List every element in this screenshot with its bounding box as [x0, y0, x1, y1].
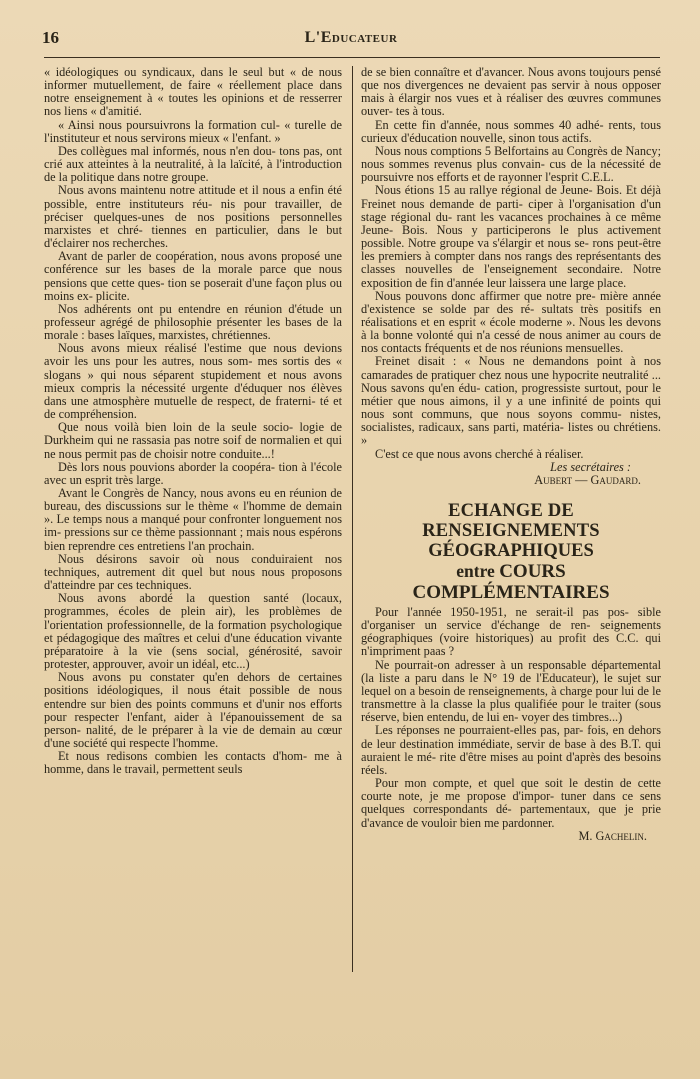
article-paragraph: Pour l'année 1950-1951, ne serait-il pas pos- sible d'organiser un service d'échange de ren- seignements géographiques (voire historiques) au profit des C.C. qui n'impriment paas ? — [361, 605, 661, 659]
article-title-line-3 — [361, 561, 661, 603]
paragraph: Et nous redisons combien les contacts d'hom- me à homme, dans le travail, permettent seuls — [44, 749, 342, 777]
paragraph: de se bien connaître et d'avancer. Nous avons toujours pensé que nos divergences ne devaient pas servir à nous opposer mais à élargir nos vues et à réaliser des œuvres communes ouver- tes à tous. — [361, 65, 661, 119]
header-rule — [44, 57, 660, 58]
right-column — [361, 66, 661, 843]
paragraph: « idéologiques ou syndicaux, dans le seul but « de nous informer mutuellement, de faire « réellement place dans notre enseignement à « toutes les opinions et de resserrer nos liens « d'amitié. — [44, 65, 342, 119]
running-title: L'Educateur — [304, 29, 398, 46]
paragraph: En cette fin d'année, nous sommes 40 adhé- rents, tous curieux d'éducation nouvelle, sinon tous actifs. — [361, 117, 661, 145]
article-title-line-2: GÉOGRAPHIQUES — [428, 541, 594, 561]
article-title-line-1: ECHANGE DE RENSEIGNEMENTS — [422, 501, 600, 541]
article-title — [361, 501, 661, 603]
paragraph: Avant le Congrès de Nancy, nous avons eu en réunion de bureau, des discussions sur le thème « l'homme de demain ». Le temps nous a manqué pour confronter longuement nos im- pressions sur ce thème passionnant ; mais nous espérons bien reprendre ces entretiens l'an prochain. — [44, 486, 342, 553]
paragraph: Nous pouvons donc affirmer que notre pre- mière année d'existence se solde par des ré- sultats très positifs en réalisations et en esprit « école moderne ». Nous les devons à la bonne volonté qui n'a cessé de nous animer au cours de nos contacts fréquents et de nos réunions mensuelles. — [361, 288, 661, 356]
left-column — [44, 66, 342, 776]
page-header — [42, 28, 660, 54]
paragraph: Nous avons maintenu notre attitude et il nous a enfin été possible, entre instituteurs réu- nis pour travailler, de préciser quelques-unes de nos positions personnelles marxistes et chré- tiennes en particulier, dans le but d'éclairer nos recherches. — [44, 183, 342, 251]
author-name: M. Gachelin. — [578, 828, 647, 843]
signature-names: Aubert — Gaudard. — [534, 472, 641, 487]
article-author — [361, 830, 661, 843]
signature-label: Les secrétaires : — [550, 459, 631, 474]
article-paragraph: Pour mon compte, et quel que soit le destin de cette courte note, je me propose d'impor- tuner dans ce sens quelques correspondants dé- partementaux, que je prie d'avance de vouloir bien me pardonner. — [361, 776, 661, 830]
paragraph: Nous étions 15 au rallye régional de Jeune- Bois. Et déjà Freinet nous demande de parti- ciper à l'organisation d'un stage régional du- rant les vacances prochaines à ce même Jeune- Bois. Nous y participerons le plus activement possible. Notre groupe va s'élargir et nous se- rons peut-être les premiers à compter dans nos rangs des représentants des classes nouvelles de l'enseignement secondaire. Notre exposition de fin d'année leur laissera une large place. — [361, 183, 661, 290]
paragraph: Avant de parler de coopération, nous avons proposé une conférence sur les bases de la morale parce que nous pensions que cette ques- tion se poserait d'une façon plus ou moins ex- plicite. — [44, 249, 342, 303]
paragraph: Nos adhérents ont pu entendre en réunion d'étude un professeur agrégé de philosophie présenter les bases de la morale : bases laïques, marxistes, chrétiennes. — [44, 301, 342, 343]
article-paragraph: Ne pourrait-on adresser à un responsable départemental (la liste a paru dans le N° 19 de l'Educateur), le sujet sur lequel on a besoin de renseignements, à charge pour lui de le transmettre à la classe la plus qualifiée pour le traiter (sous réserve, bien entendu, de lui en- voyer des timbres...) — [361, 657, 661, 725]
paragraph: Freinet disait : « Nous ne demandons point à nos camarades de pratiquer chez nous une hypocrite neutralité ... Nous savons qu'en édu- cation, progressiste surtout, pour le métier que nous aimons, il y a une infinité de points qui nous sont communs, que nous soyons commu- nistes, socialistes, radicaux, sans parti, matéria- listes ou chrétiens. » — [361, 354, 661, 448]
paragraph: Nous nous comptions 5 Belfortains au Congrès de Nancy; nous sommes revenus plus convain- cus de la nécessité de poursuivre nos efforts et de rayonner l'esprit C.E.L. — [361, 143, 661, 185]
paragraph: « Ainsi nous poursuivrons la formation cul- « turelle de l'instituteur et nous servirons mieux « l'enfant. » — [44, 117, 342, 145]
column-divider — [352, 66, 353, 972]
paragraph: C'est ce que nous avons cherché à réaliser. — [375, 446, 584, 461]
paragraph: Nous avons pu constater qu'en dehors de certaines positions idéologiques, il nous était possible de nous entendre sur bien des points communs et d'unir nos efforts pour respecter l'enfant, aider à l'épanouissement de sa person- nalité, de le préparer à la vie de demain au cœur d'une société qui respecte l'homme. — [44, 670, 342, 750]
article-title-prefix: entre — [456, 561, 500, 581]
paragraph: Dès lors nous pouvions aborder la coopéra- tion à l'école avec un esprit très large. — [44, 459, 342, 487]
paragraph: Que nous voilà bien loin de la seule socio- logie de Durkheim qui ne rassasia pas notre soif de normalien et qui ne nous permit pas de choisir notre conduite...! — [44, 420, 342, 461]
article-paragraph: Les réponses ne pourraient-elles pas, par- fois, en dehors de leur destination immédiate, servir de base à des B.T. qui auraient le mé- rite d'être mises au point d'après des besoins réels. — [361, 723, 661, 777]
paragraph: Des collègues mal informés, nous n'en dou- tons pas, ont crié aux atteintes à la neutralité, à la laïcité, à l'introduction de la politique dans notre groupe. — [44, 143, 342, 185]
paragraph: Nous avons abordé la question santé (locaux, programmes, écoles de plein air), les problèmes de l'orientation professionnelle, de la formation psychologique et pédagogique des maîtres et celui d'une éducation vivante préparatoire à la vie (sens social, générosité, savoir protester, approuver, avoir un idéal, etc...) — [44, 591, 342, 672]
paragraph: Nous désirons savoir où nous conduiraient nos techniques, autrement dit quel but nous nous proposons d'atteindre par ces techniques. — [44, 551, 342, 593]
page-number: 16 — [42, 28, 59, 47]
paragraph: Nous avons mieux réalisé l'estime que nous devions avoir les uns pour les autres, nous som- mes sortis des « slogans » qui nous séparent stupidement et nous avons mieux compris la nécessité urgente d'éduquer nos élèves dans une atmosphère mutuelle de respect, de fraterni- té et de compréhension. — [44, 341, 342, 422]
article-title-emphasis: COURS COMPLÉMENTAIRES — [412, 561, 610, 603]
